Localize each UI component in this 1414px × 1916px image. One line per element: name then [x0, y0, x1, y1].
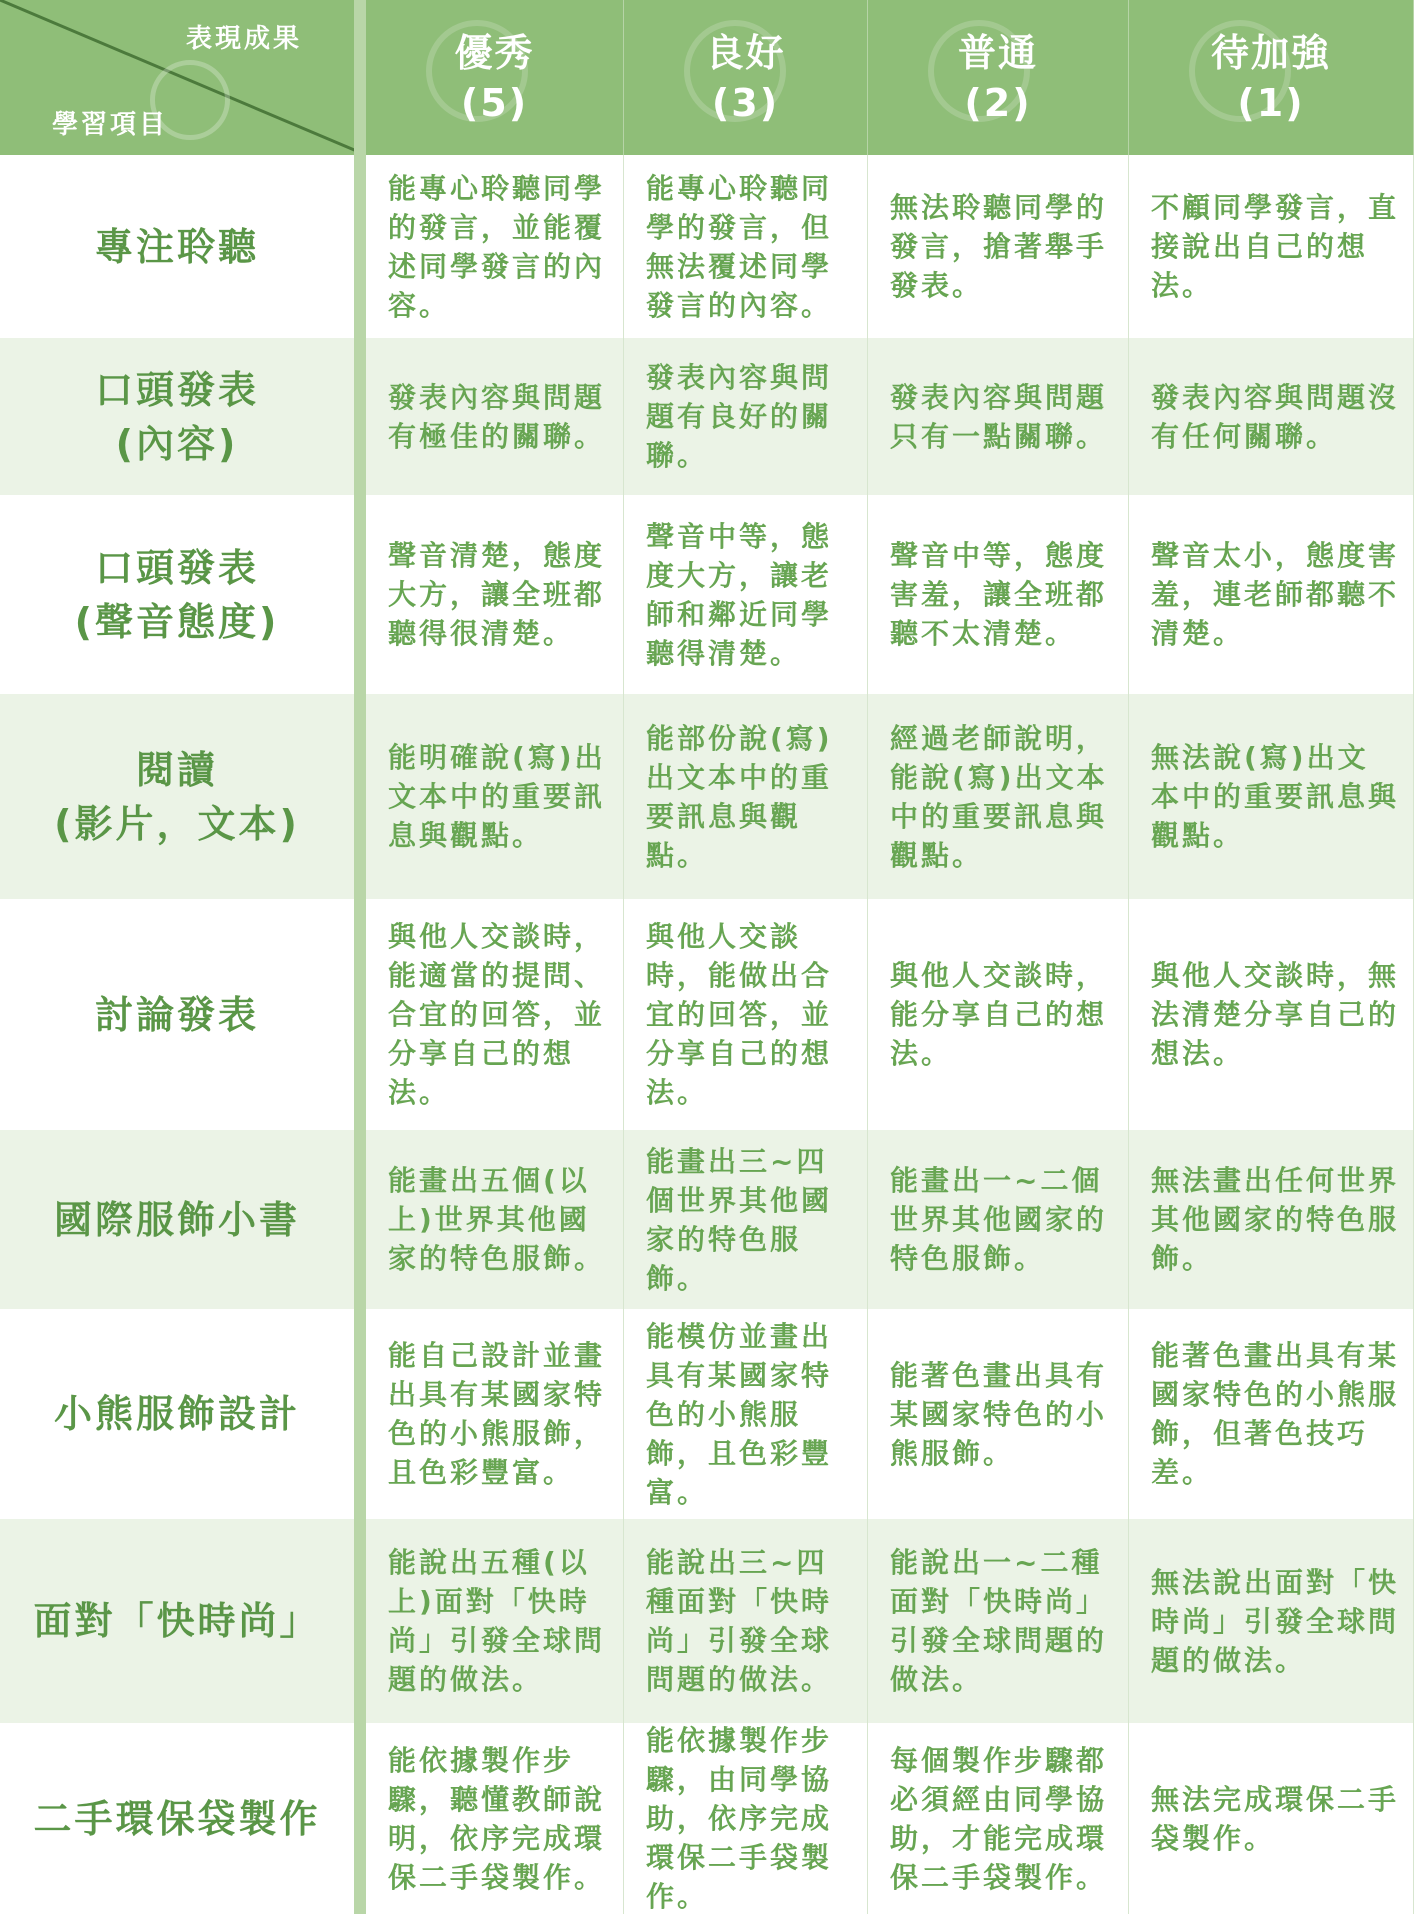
row-header: 二手環保袋製作	[0, 1723, 366, 1914]
level-score: (5)	[460, 80, 529, 125]
criteria-cell	[1129, 1519, 1414, 1723]
criteria-text: 能專心聆聽同學的發言，但無法覆述同學發言的內容。	[646, 171, 833, 322]
criteria-text: 無法完成環保二手袋製作。	[1151, 1782, 1400, 1855]
criteria-cell	[1129, 338, 1414, 495]
criteria-cell	[624, 694, 868, 899]
criteria-cell	[868, 1723, 1129, 1914]
criteria-cell	[1129, 1130, 1414, 1309]
corner-header	[0, 0, 366, 155]
criteria-cell	[366, 495, 624, 694]
criteria-text: 能明確說(寫)出文本中的重要訊息與觀點。	[388, 741, 606, 852]
performance-label: 表現成果	[185, 24, 302, 54]
criteria-text: 每個製作步驟都必須經由同學協助，才能完成環保二手袋製作。	[890, 1743, 1108, 1894]
criteria-text: 能模仿並畫出具有某國家特色的小熊服飾，且色彩豐富。	[646, 1319, 833, 1509]
criteria-text: 能依據製作步驟，聽懂教師說明，依序完成環保二手袋製作。	[388, 1743, 606, 1894]
criteria-cell	[868, 338, 1129, 495]
criteria-text: 聲音清楚，態度大方，讓全班都聽得很清楚。	[388, 539, 606, 650]
criteria-cell	[366, 155, 624, 338]
criteria-cell	[624, 155, 868, 338]
criteria-text: 能自己設計並畫出具有某國家特色的小熊服飾，且色彩豐富。	[388, 1339, 606, 1489]
criteria-text: 與他人交談時，無法清楚分享自己的想法。	[1151, 959, 1400, 1070]
criteria-text: 能依據製作步驟，由同學協助，依序完成環保二手袋製作。	[646, 1724, 833, 1913]
level-score: (1)	[1237, 80, 1305, 125]
criteria-text: 能說出一~二種面對「快時尚」引發全球問題的做法。	[890, 1546, 1108, 1696]
criteria-cell	[624, 1309, 868, 1519]
level-header	[1129, 0, 1414, 155]
level-label	[958, 28, 1038, 128]
criteria-text: 與他人交談時，能分享自己的想法。	[890, 959, 1108, 1070]
criteria-cell	[868, 1309, 1129, 1519]
criteria-cell	[1129, 899, 1414, 1130]
criteria-text: 聲音中等，態度害羞，讓全班都聽不太清楚。	[890, 539, 1108, 650]
criteria-text: 能說出五種(以上)面對「快時尚」引發全球問題的做法。	[388, 1546, 606, 1696]
criteria-text: 發表內容與問題沒有任何關聯。	[1151, 380, 1400, 453]
criteria-cell	[1129, 1309, 1414, 1519]
level-label	[705, 28, 785, 128]
criteria-cell	[868, 694, 1129, 899]
criteria-cell	[868, 495, 1129, 694]
criteria-text: 發表內容與問題有良好的關聯。	[646, 361, 833, 472]
criteria-cell	[868, 1130, 1129, 1309]
criteria-text: 能著色畫出具有某國家特色的小熊服飾，但著色技巧差。	[1151, 1339, 1400, 1489]
criteria-cell	[366, 899, 624, 1130]
row-header: 口頭發表 (內容)	[0, 338, 366, 495]
criteria-cell	[624, 1723, 868, 1914]
criteria-cell	[624, 899, 868, 1130]
criteria-text: 與他人交談時，能適當的提問、合宜的回答，並分享自己的想法。	[388, 920, 606, 1109]
criteria-text: 能畫出一~二個世界其他國家的特色服飾。	[890, 1164, 1108, 1275]
level-title: 普通	[957, 30, 1038, 75]
criteria-text: 發表內容與問題只有一點關聯。	[890, 380, 1108, 453]
level-title: 良好	[705, 30, 786, 75]
level-title: 待加強	[1210, 30, 1331, 75]
criteria-cell	[1129, 694, 1414, 899]
criteria-cell	[1129, 155, 1414, 338]
criteria-cell	[624, 495, 868, 694]
level-label	[454, 28, 534, 128]
row-header: 口頭發表 (聲音態度)	[0, 495, 366, 694]
criteria-text: 能畫出三~四個世界其他國家的特色服飾。	[646, 1144, 833, 1295]
row-header: 面對「快時尚」	[0, 1519, 366, 1723]
criteria-text: 無法聆聽同學的發言，搶著舉手發表。	[890, 191, 1108, 302]
row-header: 小熊服飾設計	[0, 1309, 366, 1519]
level-header	[366, 0, 624, 155]
criteria-cell	[624, 1519, 868, 1723]
level-score: (3)	[711, 80, 780, 125]
criteria-text: 不顧同學發言，直接說出自己的想法。	[1151, 191, 1400, 302]
criteria-cell	[366, 1130, 624, 1309]
level-header	[868, 0, 1129, 155]
criteria-text: 能部份說(寫)出文本中的重要訊息與觀點。	[646, 721, 833, 872]
criteria-cell	[366, 694, 624, 899]
level-header	[624, 0, 868, 155]
criteria-cell	[1129, 1723, 1414, 1914]
criteria-cell	[366, 1723, 624, 1914]
criteria-text: 能著色畫出具有某國家特色的小熊服飾。	[890, 1358, 1108, 1470]
criteria-text: 能說出三~四種面對「快時尚」引發全球問題的做法。	[646, 1546, 833, 1696]
criteria-cell	[868, 899, 1129, 1130]
criteria-text: 發表內容與問題有極佳的關聯。	[388, 380, 606, 453]
criteria-cell	[624, 338, 868, 495]
level-label	[1211, 28, 1331, 128]
criteria-text: 無法說出面對「快時尚」引發全球問題的做法。	[1151, 1565, 1400, 1677]
criteria-cell	[624, 1130, 868, 1309]
criteria-text: 無法畫出任何世界其他國家的特色服飾。	[1151, 1164, 1400, 1275]
criteria-cell	[1129, 495, 1414, 694]
criteria-text: 能畫出五個(以上)世界其他國家的特色服飾。	[388, 1164, 606, 1275]
level-score: (2)	[964, 80, 1032, 125]
criteria-cell	[868, 155, 1129, 338]
row-header: 專注聆聽	[0, 155, 366, 338]
criteria-text: 與他人交談時，能做出合宜的回答，並分享自己的想法。	[646, 920, 833, 1109]
criteria-text: 經過老師說明，能說(寫)出文本中的重要訊息與觀點。	[890, 721, 1108, 872]
criteria-text: 聲音太小，態度害羞，連老師都聽不清楚。	[1151, 539, 1400, 650]
row-header: 閱讀 (影片，文本)	[0, 694, 366, 899]
criteria-cell	[868, 1519, 1129, 1723]
criteria-text: 無法說(寫)出文本中的重要訊息與觀點。	[1151, 741, 1400, 852]
criteria-cell	[366, 1309, 624, 1519]
criteria-text: 能專心聆聽同學的發言，並能覆述同學發言的內容。	[388, 171, 606, 322]
criteria-cell	[366, 338, 624, 495]
level-title: 優秀	[454, 30, 535, 75]
criteria-cell	[366, 1519, 624, 1723]
learning-item-label: 學習項目	[52, 110, 169, 140]
row-header: 國際服飾小書	[0, 1130, 366, 1309]
row-header: 討論發表	[0, 899, 366, 1130]
criteria-text: 聲音中等，態度大方，讓老師和鄰近同學聽得清楚。	[646, 519, 833, 670]
